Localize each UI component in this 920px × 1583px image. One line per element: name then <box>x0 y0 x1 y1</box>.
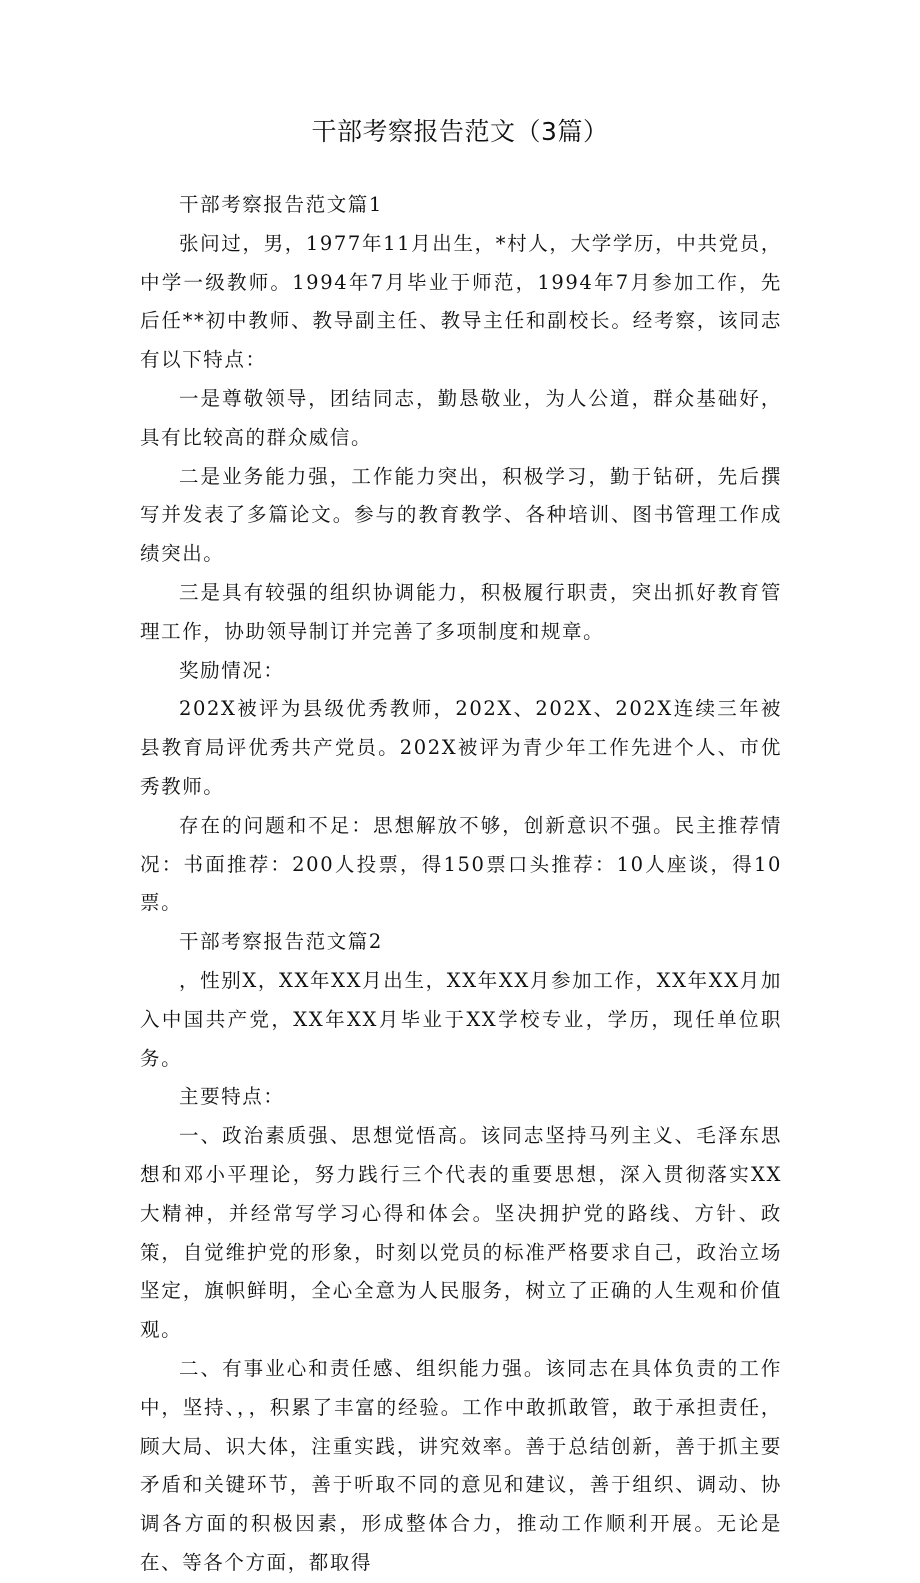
paragraph-feature-responsibility: 二、有事业心和责任感、组织能力强。该同志在具体负责的工作中，坚持、，，积累了丰富的经验。工作中敢抓敢管，敢于承担责任，顾大局、识大体，注重实践，讲究效率。善于总结创新，善于抓主要矛盾和关键环节，善于听取不同的意见和建议，善于组织、调动、协调各方面的积极因素，形成整体合力，推动工作顺利开展。无论是在、等各个方面，都取得 <box>140 1356 782 1574</box>
section-heading-2: 干部考察报告范文篇2 <box>179 930 383 954</box>
paragraph-feature-political: 一、政治素质强、思想觉悟高。该同志坚持马列主义、毛泽东思想和邓小平理论，努力践行三个代表的重要思想，深入贯彻落实XX大精神，并经常写学习心得和体会。坚决拥护党的路线、方针、政策，自觉维护党的形象，时刻以党员的标准严格要求自己，政治立场坚定，旗帜鲜明，全心全意为人民服务，树立了正确的人生观和价值观。 <box>140 1124 782 1342</box>
section-heading-1: 干部考察报告范文篇1 <box>179 193 383 216</box>
document-title: 干部考察报告范文（3篇） <box>311 117 609 146</box>
paragraph-trait-1: 一是尊敬领导，团结同志，勤恳敬业，为人公道，群众基础好，具有比较高的群众威信。 <box>140 386 782 449</box>
document-body <box>140 186 782 1583</box>
paragraph-awards: 202X被评为县级优秀教师，202X、202X、202X连续三年被县教育局评优秀共产党员。202X被评为青少年工作先进个人、市优秀教师。 <box>140 697 782 798</box>
paragraph-profile-1: 张问过，男，1977年11月出生，*村人，大学学历，中共党员，中学一级教师。1994年7月毕业于师范，1994年7月参加工作，先后任**初中教师、教导副主任、教导主任和副校长。经考察，该同志有以下特点： <box>140 231 782 372</box>
paragraph-issues: 存在的问题和不足：思想解放不够，创新意识不强。民主推荐情况：书面推荐：200人投票，得150票口头推荐：10人座谈，得10票。 <box>140 813 782 915</box>
paragraph-profile-2: ，性别X，XX年XX月出生，XX年XX月参加工作，XX年XX月加入中国共产党，XX年XX月毕业于XX学校专业，学历，现任单位职务。 <box>140 968 782 1070</box>
paragraph-trait-2: 二是业务能力强，工作能力突出，积极学习，勤于钻研，先后撰写并发表了多篇论文。参与的教育教学、各种培训、图书管理工作成绩突出。 <box>140 464 782 566</box>
paragraph-awards-label: 奖励情况： <box>179 658 285 682</box>
paragraph-trait-3: 三是具有较强的组织协调能力，积极履行职责，突出抓好教育管理工作，协助领导制订并完善了多项制度和规章。 <box>140 580 782 643</box>
paragraph-features-label: 主要特点： <box>179 1085 285 1109</box>
